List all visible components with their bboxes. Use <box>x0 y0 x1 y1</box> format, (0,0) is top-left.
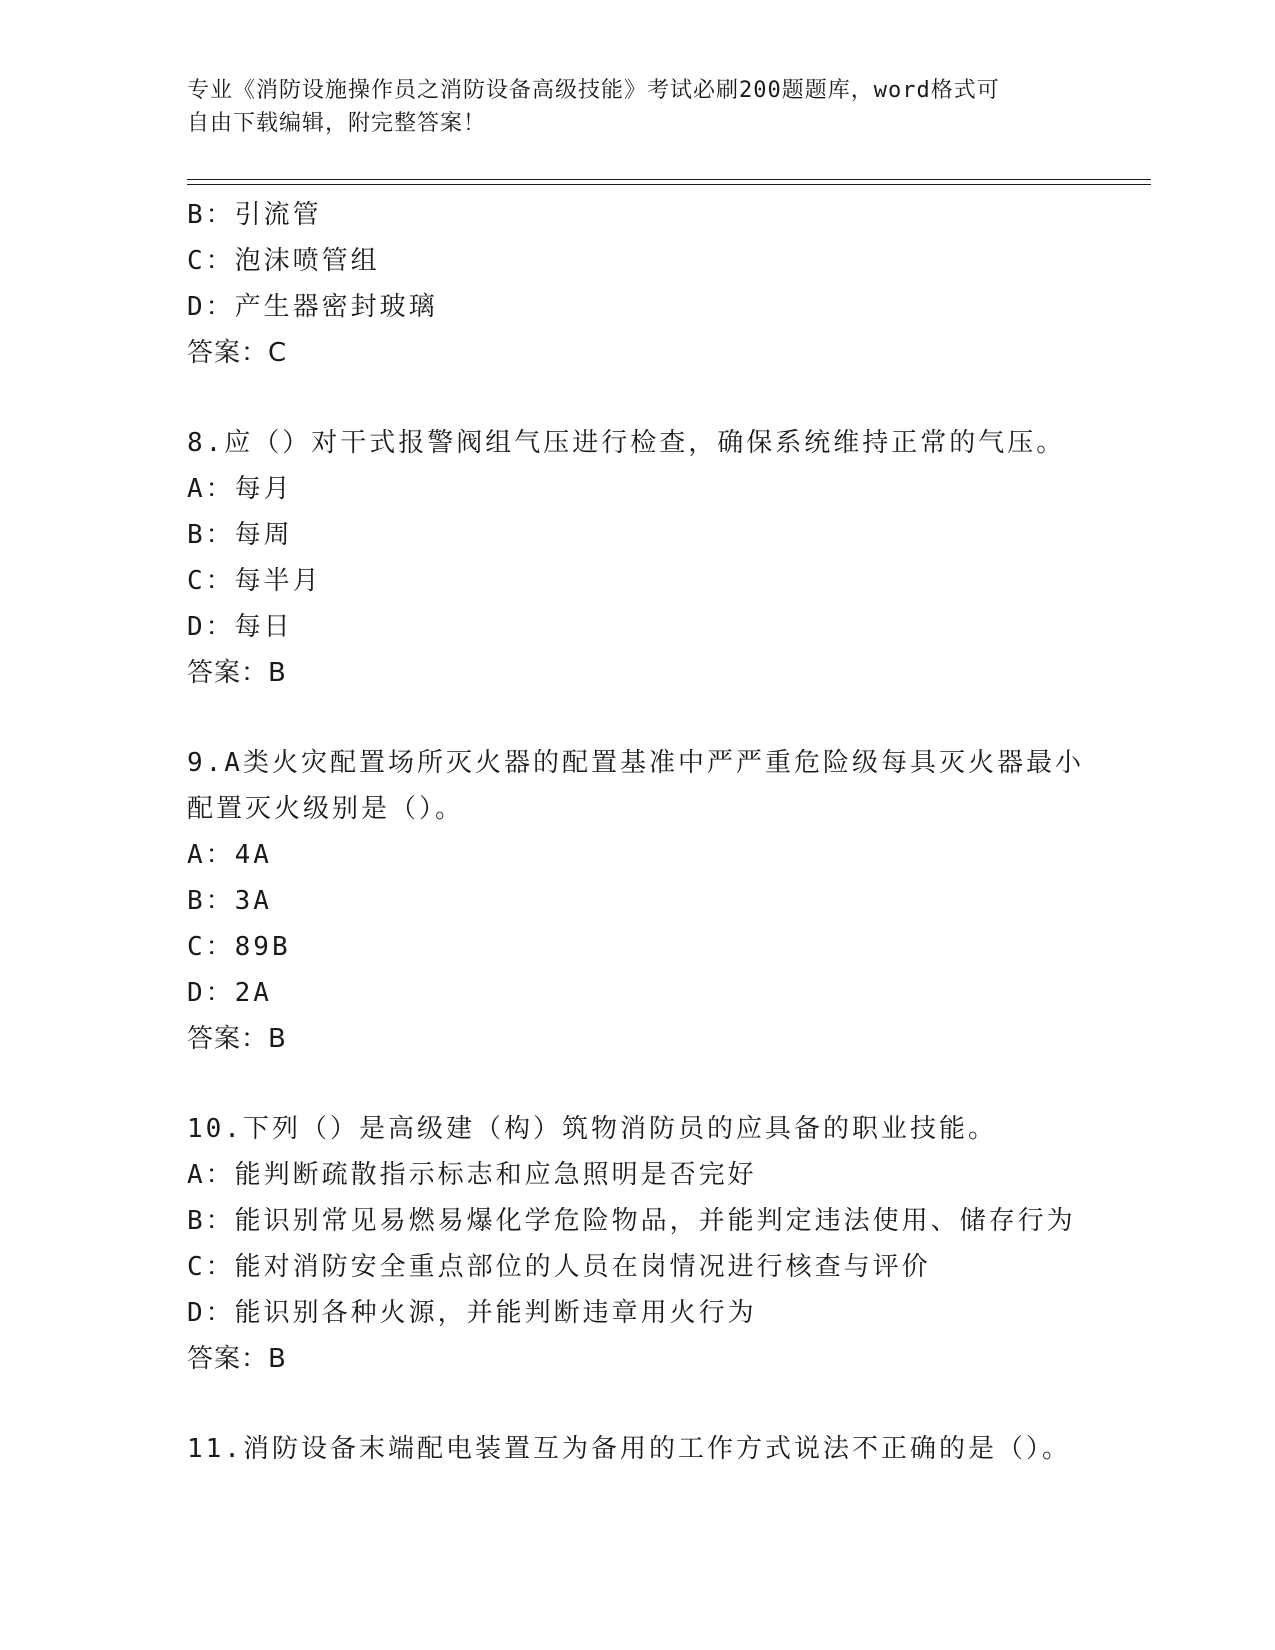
option-c: C：89B <box>187 932 291 962</box>
header-line-2: 自由下载编辑，附完整答案！ <box>187 111 487 136</box>
question-title-line-1: 9.A类火灾配置场所灭火器的配置基准中严严重危险级每具灭火器最小 <box>187 748 1084 778</box>
question-10 <box>187 1106 1087 1382</box>
option-a: A：4A <box>187 840 272 870</box>
header-divider-bottom <box>187 184 1151 185</box>
option-c: C：能对消防安全重点部位的人员在岗情况进行核查与评价 <box>187 1252 931 1282</box>
question-title: 10.下列（）是高级建（构）筑物消防员的应具备的职业技能。 <box>187 1114 997 1144</box>
option-d: D：能识别各种火源，并能判断违章用火行为 <box>187 1298 757 1328</box>
question-list <box>187 192 1087 1472</box>
answer-label: 答案：C <box>187 338 288 368</box>
question-title: 8.应（）对干式报警阀组气压进行检查，确保系统维持正常的气压。 <box>187 428 1066 458</box>
question-7-continued <box>187 192 1087 376</box>
option-b: B：每周 <box>187 520 293 550</box>
option-c: C：每半月 <box>187 566 322 596</box>
option-a: A：每月 <box>187 474 293 504</box>
question-11 <box>187 1426 1087 1472</box>
option-d: D：每日 <box>187 612 293 642</box>
option-d: D：产生器密封玻璃 <box>187 292 438 322</box>
answer-label: 答案：B <box>187 1344 287 1374</box>
option-c: C：泡沫喷管组 <box>187 246 380 276</box>
question-9 <box>187 740 1087 1062</box>
question-8 <box>187 420 1087 696</box>
option-a: A：能判断疏散指示标志和应急照明是否完好 <box>187 1160 757 1190</box>
option-d: D：2A <box>187 978 272 1008</box>
answer-label: 答案：B <box>187 1024 287 1054</box>
header-divider-top <box>187 179 1151 180</box>
answer-label: 答案：B <box>187 658 287 688</box>
question-title-line-2: 配置灭火级别是（）。 <box>187 794 465 824</box>
header-line-1: 专业《消防设施操作员之消防设备高级技能》考试必刷200题题库，word格式可 <box>187 78 1000 103</box>
question-title: 11.消防设备末端配电装置互为备用的工作方式说法不正确的是（）。 <box>187 1434 1071 1464</box>
option-b: B：能识别常见易燃易爆化学危险物品，并能判定违法使用、储存行为 <box>187 1206 1076 1236</box>
option-b: B：3A <box>187 886 272 916</box>
document-header <box>187 74 1067 140</box>
option-b: B：引流管 <box>187 200 322 230</box>
